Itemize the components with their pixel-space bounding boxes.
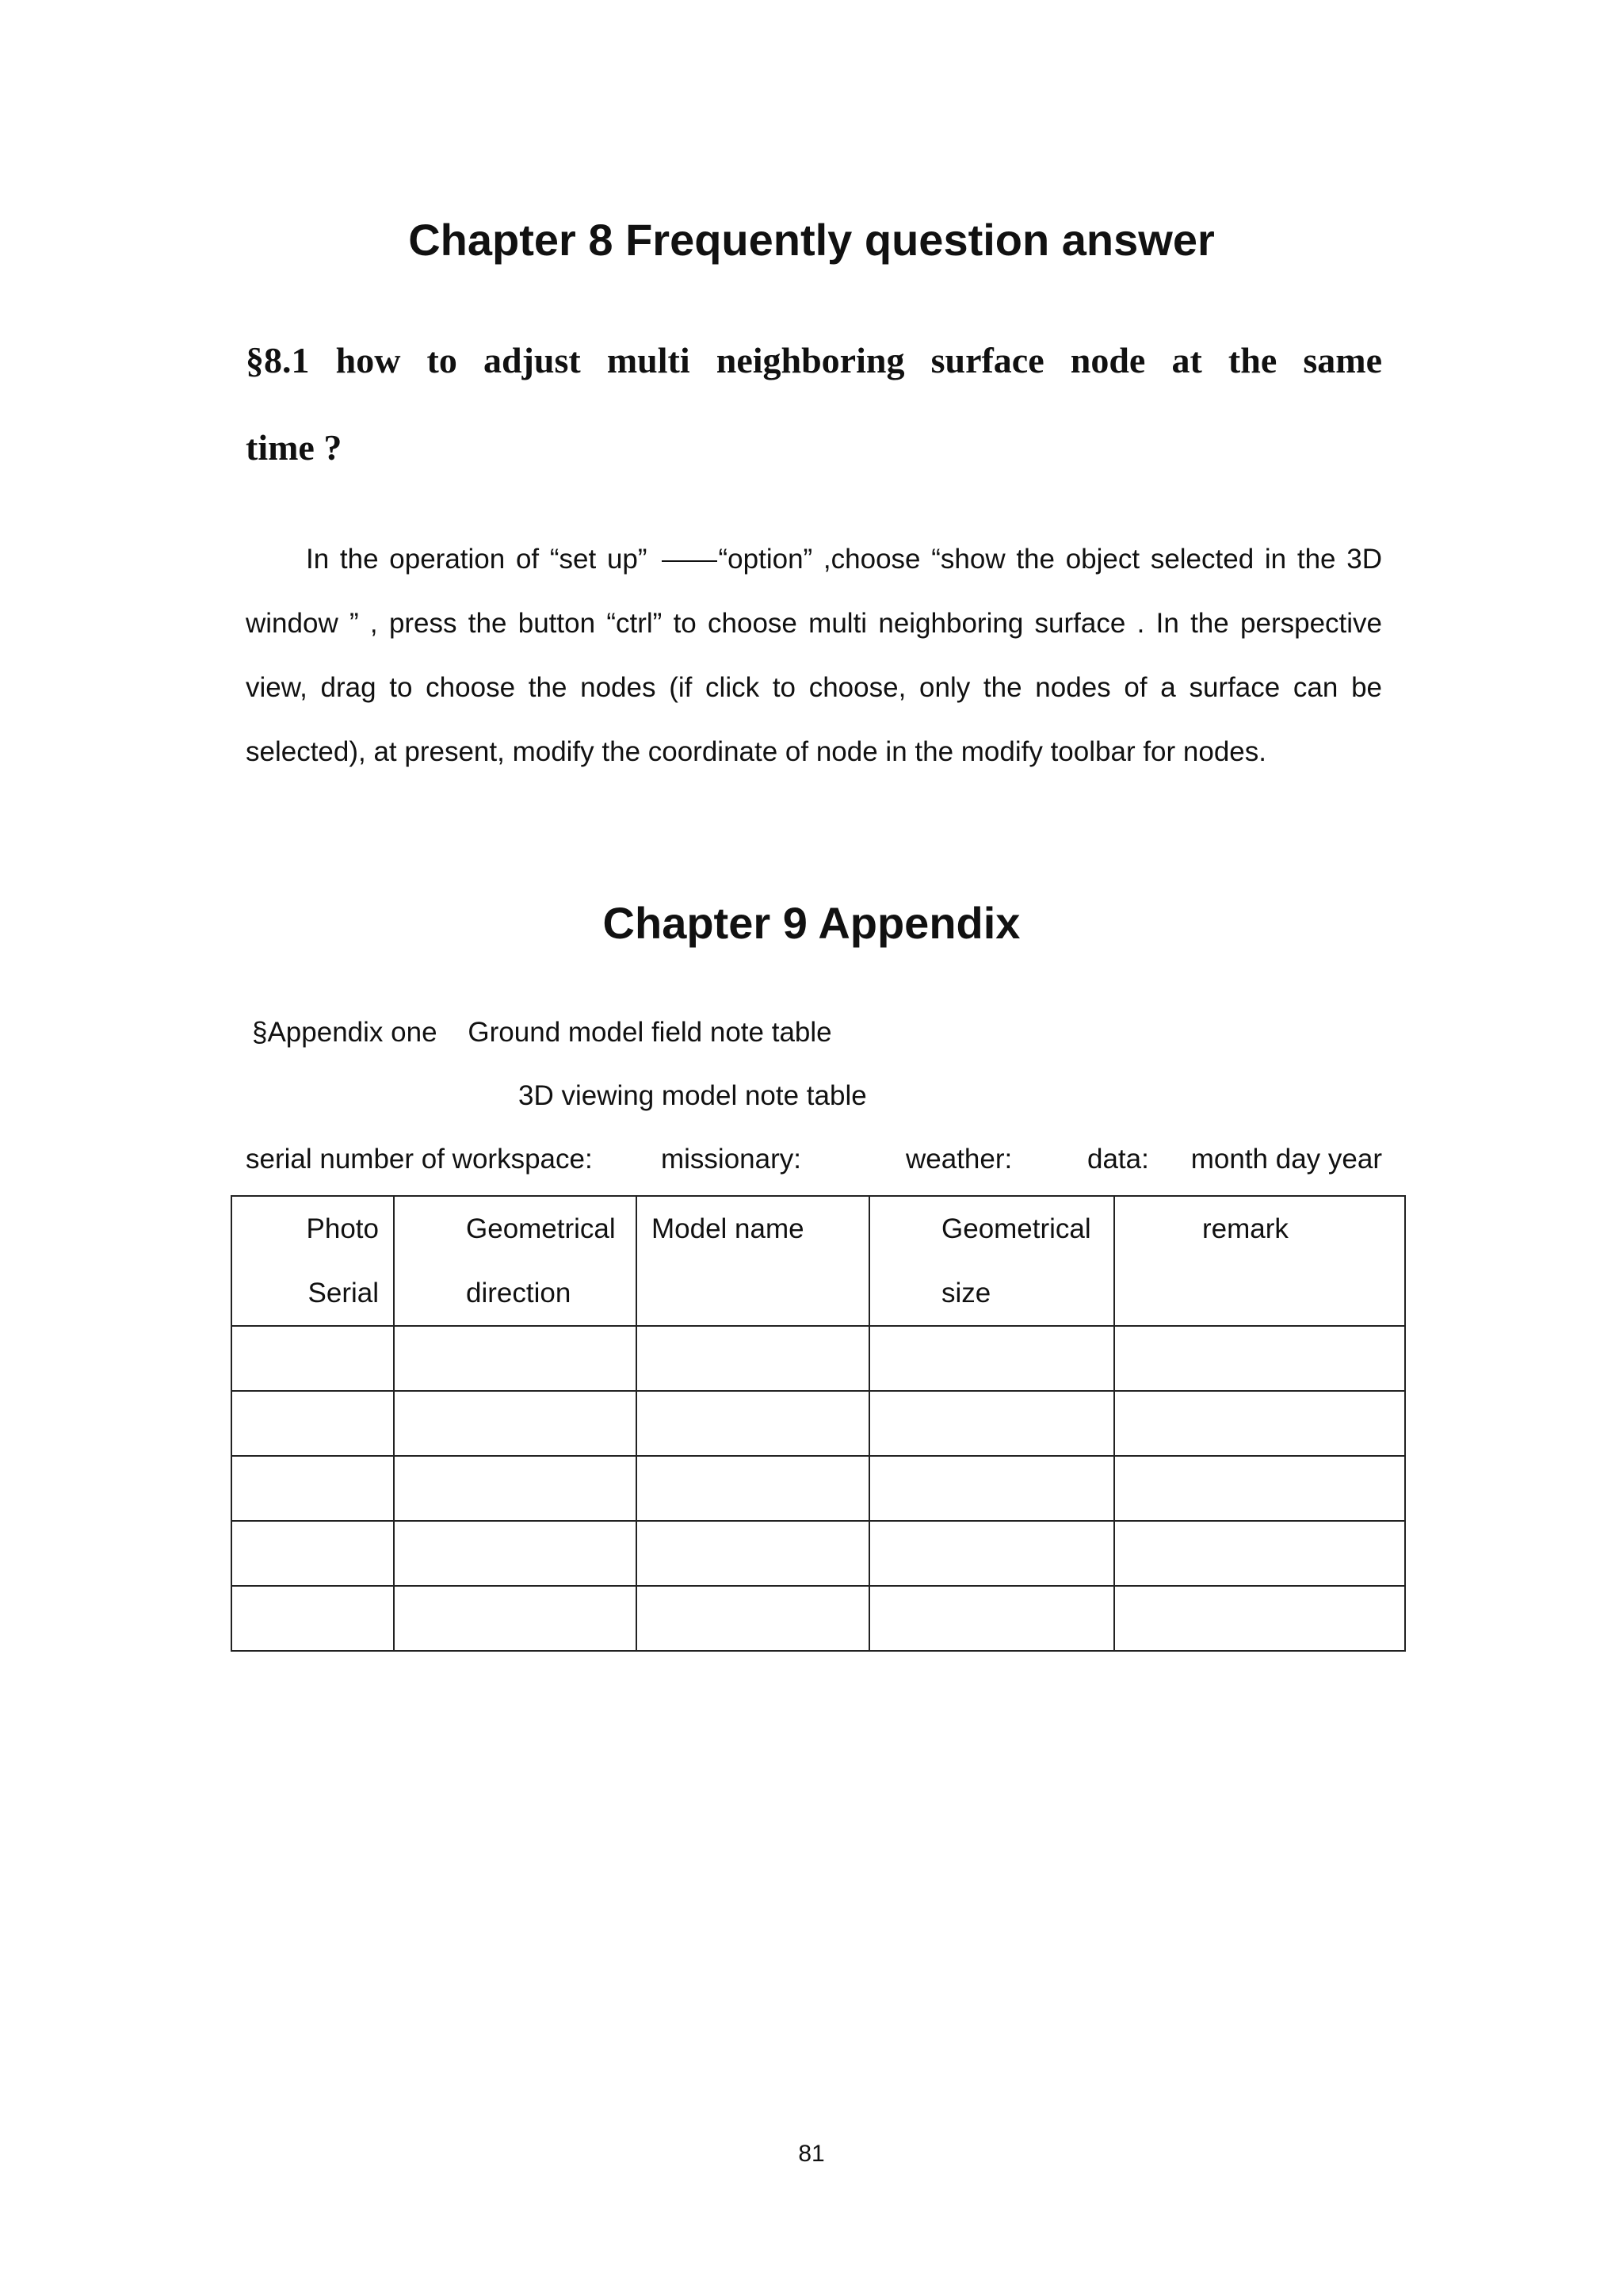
- meta-data-label: data:: [1087, 1144, 1149, 1175]
- table-header-cell: [394, 1196, 636, 1326]
- table-cell: [1114, 1326, 1405, 1391]
- table-cell: [1114, 1521, 1405, 1586]
- table-cell: [231, 1456, 394, 1521]
- table-cell: [394, 1391, 636, 1456]
- section-8-1-heading-line1: §8.1 how to adjust multi neighboring surface node at the same: [246, 340, 1382, 380]
- header-geometrical-size: Geometrical size: [941, 1213, 1091, 1308]
- table-row: [231, 1391, 1405, 1456]
- page-number: 81: [798, 2141, 825, 2167]
- table-header-cell: [1114, 1196, 1405, 1326]
- header-geometrical-direction: Geometrical direction: [466, 1213, 616, 1308]
- table-cell: [869, 1456, 1114, 1521]
- chapter-9-title: Chapter 9 Appendix: [602, 898, 1021, 948]
- paragraph-part1: In the operation of “set up”: [306, 544, 647, 575]
- table-row: [231, 1456, 1405, 1521]
- table-row: [231, 1326, 1405, 1391]
- table-header-cell: [231, 1196, 394, 1326]
- meta-weather-label: weather:: [906, 1144, 1013, 1175]
- header-photo-serial: Photo Serial: [306, 1213, 379, 1308]
- appendix-one-heading: §Appendix one Ground model field note table: [252, 1017, 832, 1048]
- chapter-8-title: Chapter 8 Frequently question answer: [408, 215, 1215, 265]
- table-cell: [1114, 1391, 1405, 1456]
- table-header-row: [231, 1196, 1405, 1326]
- table-meta-row: [246, 1140, 1382, 1179]
- table-cell: [636, 1326, 869, 1391]
- table-row: [231, 1586, 1405, 1651]
- model-note-table: [231, 1195, 1406, 1652]
- table-cell: [231, 1391, 394, 1456]
- faq-answer-paragraph: [246, 527, 1382, 784]
- table-title: 3D viewing model note table: [518, 1080, 867, 1111]
- table-cell: [231, 1326, 394, 1391]
- table-cell: [394, 1456, 636, 1521]
- meta-serial-label: serial number of workspace:: [246, 1144, 593, 1175]
- table-cell: [231, 1521, 394, 1586]
- meta-missionary-label: missionary:: [661, 1144, 801, 1175]
- paragraph-part2: “option” ,choose “show the object selected in the 3D window ” , press the button “ctrl” to choose multi neighboring surface . In the perspective view, drag to choose the nodes (if click to choose, only the nodes of a surface can be selected), at present, modify the coordinate of node in the modify toolbar for nodes.: [246, 544, 1382, 767]
- em-dash: [662, 560, 717, 562]
- table-header-cell: [636, 1196, 869, 1326]
- table-cell: [394, 1326, 636, 1391]
- table-cell: [1114, 1456, 1405, 1521]
- table-cell: [636, 1456, 869, 1521]
- table-cell: [869, 1391, 1114, 1456]
- table-cell: [869, 1326, 1114, 1391]
- table-header-cell: [869, 1196, 1114, 1326]
- table-cell: [636, 1391, 869, 1456]
- section-8-1-heading-line2: time ?: [246, 427, 342, 468]
- table-cell: [394, 1586, 636, 1651]
- table-cell: [231, 1586, 394, 1651]
- meta-date-label: month day year: [1190, 1144, 1382, 1175]
- table-cell: [869, 1521, 1114, 1586]
- table-cell: [869, 1586, 1114, 1651]
- table-cell: [1114, 1586, 1405, 1651]
- table-row: [231, 1521, 1405, 1586]
- table-cell: [636, 1521, 869, 1586]
- header-model-name: Model name: [651, 1213, 804, 1244]
- header-remark: remark: [1202, 1213, 1289, 1244]
- table-cell: [636, 1586, 869, 1651]
- table-cell: [394, 1521, 636, 1586]
